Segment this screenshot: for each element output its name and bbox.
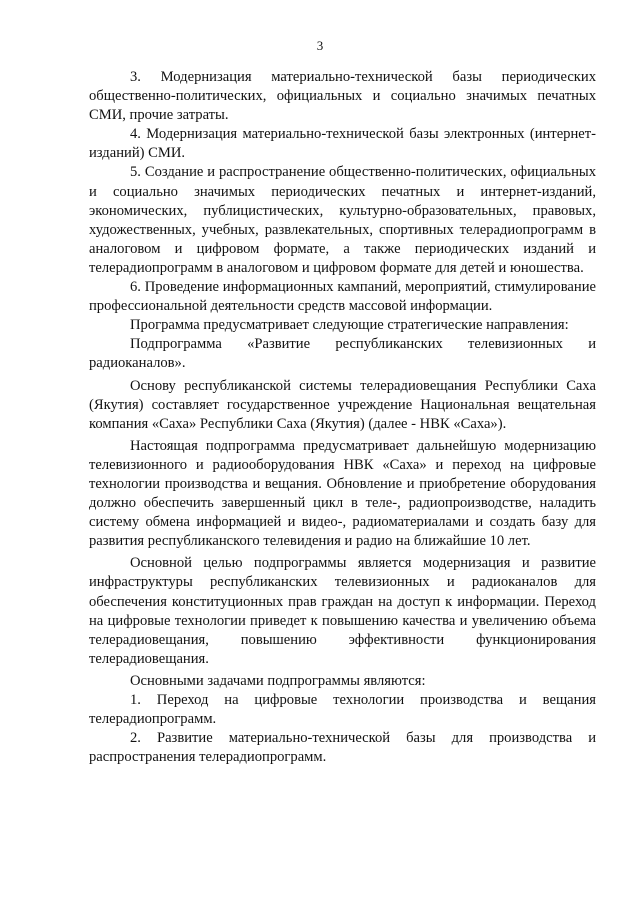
paragraph-task-1: 1. Переход на цифровые технологии производства и вещания телерадиопрограмм. xyxy=(89,692,596,728)
paragraph-item-3: 3. Модернизация материально-технической базы периодических общественно-политических, официальных и социально значимых печатных СМИ, прочие затраты. xyxy=(89,69,596,124)
paragraph-strategic-directions: Программа предусматривает следующие стратегические направления: xyxy=(130,317,569,334)
paragraph-item-5: 5. Создание и распространение общественно-политических, официальных и социально значимых периодических печатных и интернет-изданий, экономических, публицистических, культурно-образовательных, правовых, художественных, учебных, развлекательных, спортивных телерадиопрограмм в аналоговом и цифровом формате, а также периодических изданий и телерадиопрограмм в аналоговом и цифровом формате для детей и юношества. xyxy=(89,164,596,276)
paragraph-item-6: 6. Проведение информационных кампаний, мероприятий, стимулирование профессиональной деятельности средств массовой информации. xyxy=(89,279,596,315)
paragraph-main-tasks: Основными задачами подпрограммы являются: xyxy=(130,672,426,689)
page-number: 3 xyxy=(316,38,324,53)
paragraph-item-4: 4. Модернизация материально-технической базы электронных (интернет-изданий) СМИ. xyxy=(89,126,596,162)
paragraph-modernization: Настоящая подпрограмма предусматривает дальнейшую модернизацию телевизионного и радиооборудования НВК «Саха» и переход на цифровые технологии производства и вещания. Обновление и приобретение оборудования должно обеспечить завершенный цикл в теле-, радиопроизводстве, наладить систему обмена информацией и видео-, радиоматериалами и создать базу для развития республиканского телевидения и радио на ближайшие 10 лет. xyxy=(89,437,596,550)
paragraph-main-goal: Основной целью подпрограммы является модернизация и развитие инфраструктуры республиканских телевизионных и радиоканалов для обеспечения конституционных прав граждан на доступ к информации. Переход на цифровые технологии приведет к повышению качества и увеличению объема телерадиовещания, повышению эффективности функционирования телерадиовещания. xyxy=(89,555,596,667)
paragraph-subprogram-title: Подпрограмма «Развитие республиканских телевизионных и радиоканалов». xyxy=(89,336,596,372)
paragraph-task-2: 2. Развитие материально-технической базы для производства и распространения телерадиопрограмм. xyxy=(89,730,596,766)
document-body xyxy=(89,68,596,767)
paragraph-basis: Основу республиканской системы телерадиовещания Республики Саха (Якутия) составляет государственное учреждение Национальная вещательная компания «Саха» Республики Саха (Якутия) (далее - НВК «Саха»). xyxy=(89,377,596,432)
